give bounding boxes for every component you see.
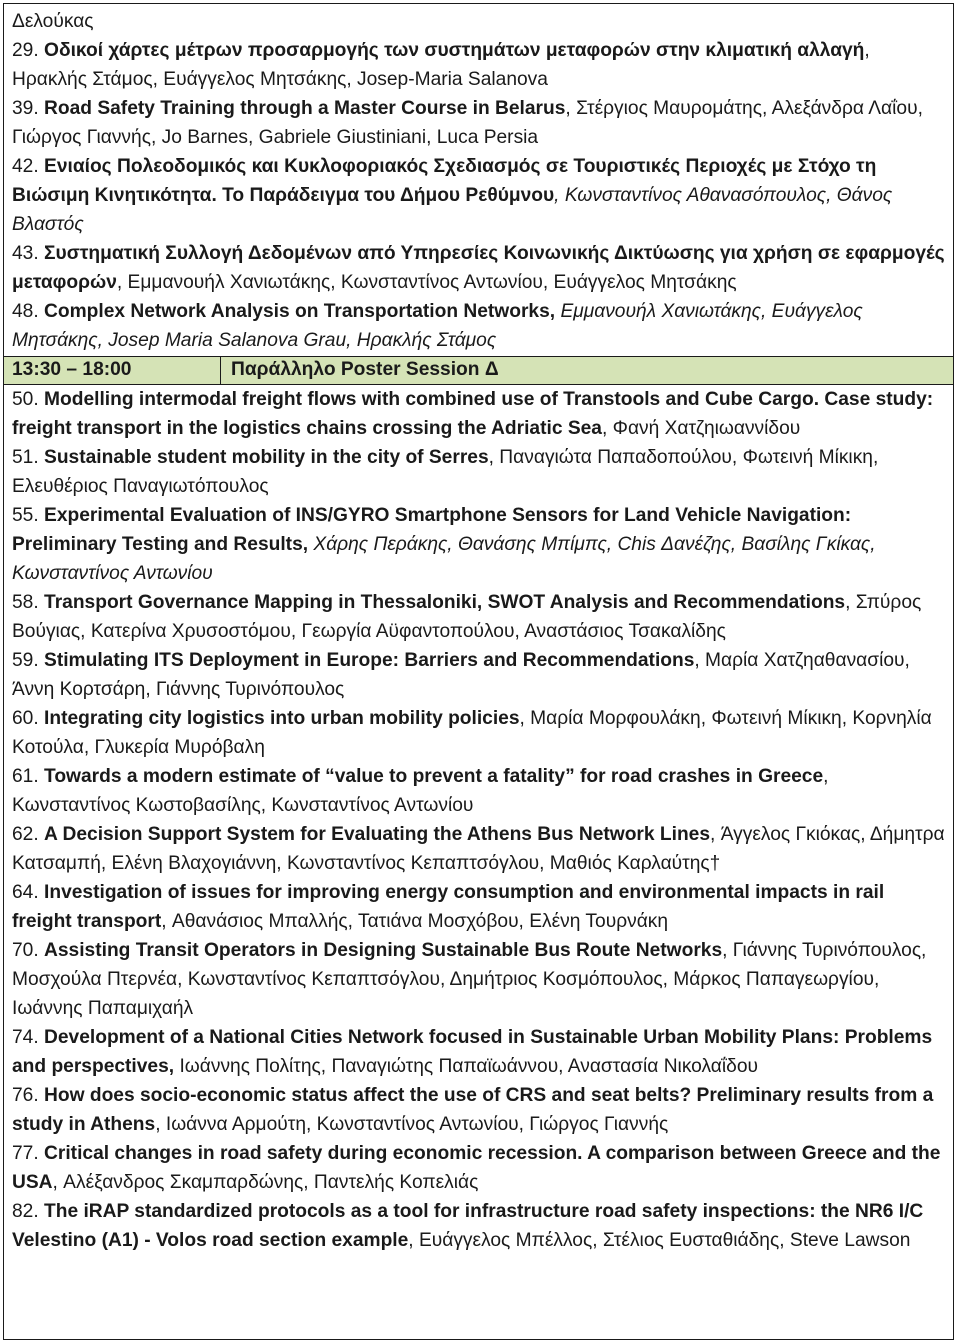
- paper-title: Ενιαίος Πολεοδομικός και Κυκλοφοριακός Σχεδιασμός σε Τουριστικές Περιοχές με Στόχο τη Βιώσιμη Κινητικότητα. Το Παράδειγμα του Δήμου Ρεθύμνου: [12, 156, 877, 206]
- paper-title: Transport Governance Mapping in Thessaloniki, SWOT Analysis and Recommendations: [44, 592, 846, 613]
- top-entry-list: [12, 36, 945, 355]
- paper-entry: [12, 94, 945, 152]
- paper-entry: [12, 1023, 945, 1081]
- paper-number: 55.: [12, 505, 39, 526]
- paper-authors: , Στέργιος Μαυρομάτης, Αλεξάνδρα Λαΐου, Γιώργος Γιαννής, Jo Barnes, Gabriele Giustiniani, Luca Persia: [12, 98, 923, 148]
- paper-entry: [12, 385, 945, 443]
- paper-entry: [12, 297, 945, 355]
- paper-number: 29.: [12, 40, 39, 61]
- paper-title: Stimulating ITS Deployment in Europe: Barriers and Recommendations: [44, 650, 695, 671]
- paper-entry: [12, 588, 945, 646]
- paper-entry: [12, 443, 945, 501]
- paper-entry: [12, 1197, 945, 1255]
- paper-number: 76.: [12, 1085, 39, 1106]
- paper-authors: , Κωνσταντίνος Αθανασόπουλος, Θάνος Βλαστός: [12, 185, 893, 235]
- paper-title: A Decision Support System for Evaluating the Athens Bus Network Lines: [44, 824, 711, 845]
- programme-page: [3, 3, 954, 1340]
- paper-number: 70.: [12, 940, 39, 961]
- paper-authors: , Παναγιώτα Παπαδοπούλου, Φωτεινή Μίκικη, Ελευθέριος Παναγιωτόπουλος: [12, 447, 879, 497]
- top-entries-block: [4, 4, 953, 355]
- paper-title: Complex Network Analysis on Transportation Networks,: [44, 301, 556, 322]
- paper-authors: , Εμμανουήλ Χανιωτάκης, Κωνσταντίνος Αντωνίου, Ευάγγελος Μητσάκης: [116, 272, 737, 293]
- paper-number: 50.: [12, 389, 39, 410]
- paper-number: 60.: [12, 708, 39, 729]
- paper-title: Integrating city logistics into urban mobility policies: [44, 708, 520, 729]
- paper-authors: , Άγγελος Γκιόκας, Δήμητρα Κατσαμπή, Ελένη Βλαχογιάννη, Κωνσταντίνος Κεπαπτσόγλου, Μαθιός Καρλαύτης†: [12, 824, 945, 874]
- paper-authors: , Ιωάννα Αρμούτη, Κωνσταντίνος Αντωνίου, Γιώργος Γιαννής: [155, 1114, 669, 1135]
- session-title: Παράλληλο Poster Session Δ: [231, 359, 499, 380]
- paper-entry: [12, 1081, 945, 1139]
- paper-entry: [12, 239, 945, 297]
- paper-authors: , Αθανάσιος Μπαλλής, Τατιάνα Μοσχόβου, Ελένη Τουρνάκη: [161, 911, 669, 932]
- paper-authors: , Αλέξανδρος Σκαμπαρδώνης, Παντελής Κοπελιάς: [52, 1172, 479, 1193]
- paper-number: 59.: [12, 650, 39, 671]
- paper-number: 77.: [12, 1143, 39, 1164]
- paper-title: Towards a modern estimate of “value to prevent a fatality” for road crashes in Greece: [44, 766, 824, 787]
- session-time: 13:30 – 18:00: [4, 357, 221, 384]
- paper-title: Critical changes in road safety during economic recession. A comparison between Greece and the USA: [12, 1143, 941, 1193]
- paper-number: 64.: [12, 882, 39, 903]
- paper-entry: [12, 878, 945, 936]
- paper-authors: Εμμανουήλ Χανιωτάκης, Ευάγγελος Μητσάκης, Josep Maria Salanova Grau, Ηρακλής Στάμος: [12, 301, 863, 351]
- paper-title: Investigation of issues for improving energy consumption and environmental impacts in rail freight transport: [12, 882, 885, 932]
- paper-authors: Χάρης Περάκης, Θανάσης Μπίμπς, Chis Δανέζης, Βασίλης Γκίκας, Κωνσταντίνος Αντωνίου: [12, 534, 876, 584]
- paper-entry: [12, 704, 945, 762]
- paper-number: 42.: [12, 156, 39, 177]
- paper-title: Assisting Transit Operators in Designing Sustainable Bus Route Networks: [44, 940, 723, 961]
- paper-authors: , Ευάγγελος Μπέλλος, Στέλιος Ευσταθιάδης, Steve Lawson: [408, 1230, 911, 1251]
- paper-authors: , Κωνσταντίνος Κωστοβασίλης, Κωνσταντίνος Αντωνίου: [12, 766, 829, 816]
- paper-number: 43.: [12, 243, 39, 264]
- paper-number: 82.: [12, 1201, 39, 1222]
- paper-entry: [12, 820, 945, 878]
- paper-number: 62.: [12, 824, 39, 845]
- paper-number: 74.: [12, 1027, 39, 1048]
- paper-entry: [12, 501, 945, 588]
- paper-entry: [12, 1139, 945, 1197]
- paper-number: 58.: [12, 592, 39, 613]
- paper-entry: [12, 36, 945, 94]
- paper-authors: , Φανή Χατζηιωαννίδου: [601, 418, 801, 439]
- paper-authors: , Γιάννης Τυρινόπουλος, Μοσχούλα Πτερνέα, Κωνσταντίνος Κεπαπτσόγλου, Δημήτριος Κοσμόπουλος, Μάρκος Παπαγεωργίου, Ιωάννης Παπαμιχαήλ: [12, 940, 927, 1019]
- paper-number: 39.: [12, 98, 39, 119]
- paper-authors: , Μαρία Χατζηαθανασίου, Άννη Κορτσάρη, Γιάννης Τυρινόπουλος: [12, 650, 910, 700]
- paper-authors: , Μαρία Μορφουλάκη, Φωτεινή Μίκικη, Κορνηλία Κοτούλα, Γλυκερία Μυρόβαλη: [12, 708, 932, 758]
- bottom-entry-list: [12, 385, 945, 1255]
- paper-authors: , Σπύρος Βούγιας, Κατερίνα Χρυσοστόμου, Γεωργία Αϋφαντοπούλου, Αναστάσιος Τσακαλίδης: [12, 592, 922, 642]
- paper-number: 61.: [12, 766, 39, 787]
- paper-title: Development of a National Cities Network focused in Sustainable Urban Mobility Plans: Problems and perspectives,: [12, 1027, 933, 1077]
- paper-number: 48.: [12, 301, 39, 322]
- lead-text: Δελούκας: [12, 11, 94, 32]
- paper-title: Συστηματική Συλλογή Δεδομένων από Υπηρεσίες Κοινωνικής Δικτύωσης για χρήση σε εφαρμογές μεταφορών: [12, 243, 945, 293]
- paper-authors: , Ηρακλής Στάμος, Ευάγγελος Μητσάκης, Josep-Maria Salanova: [12, 40, 870, 90]
- paper-number: 51.: [12, 447, 39, 468]
- paper-title: Road Safety Training through a Master Course in Belarus: [44, 98, 566, 119]
- paper-title: Modelling intermodal freight flows with combined use of Transtools and Cube Cargo. Case study: freight transport in the logistics chains crossing the Adriatic Sea: [12, 389, 934, 439]
- session-header: [4, 356, 953, 385]
- paper-title: How does socio-economic status affect the use of CRS and seat belts? Preliminary results from a study in Athens: [12, 1085, 934, 1135]
- paper-entry: [12, 762, 945, 820]
- paper-title: Sustainable student mobility in the city of Serres: [44, 447, 489, 468]
- paper-entry: [12, 646, 945, 704]
- paper-authors: Ιωάννης Πολίτης, Παναγιώτης Παπαϊωάννου, Αναστασία Νικολαΐδου: [174, 1056, 758, 1077]
- paper-entry: [12, 152, 945, 239]
- paper-title: Οδικοί χάρτες μέτρων προσαρμογής των συστημάτων μεταφορών στην κλιματική αλλαγή: [44, 40, 865, 61]
- paper-title: The iRAP standardized protocols as a tool for infrastructure road safety inspections: the NR6 I/C Velestino (A1) - Volos road section example: [12, 1201, 924, 1251]
- paper-entry: [12, 936, 945, 1023]
- bottom-entries-block: [4, 385, 953, 1255]
- paper-title: Experimental Evaluation of INS/GYRO Smartphone Sensors for Land Vehicle Navigation: Preliminary Testing and Results,: [12, 505, 852, 555]
